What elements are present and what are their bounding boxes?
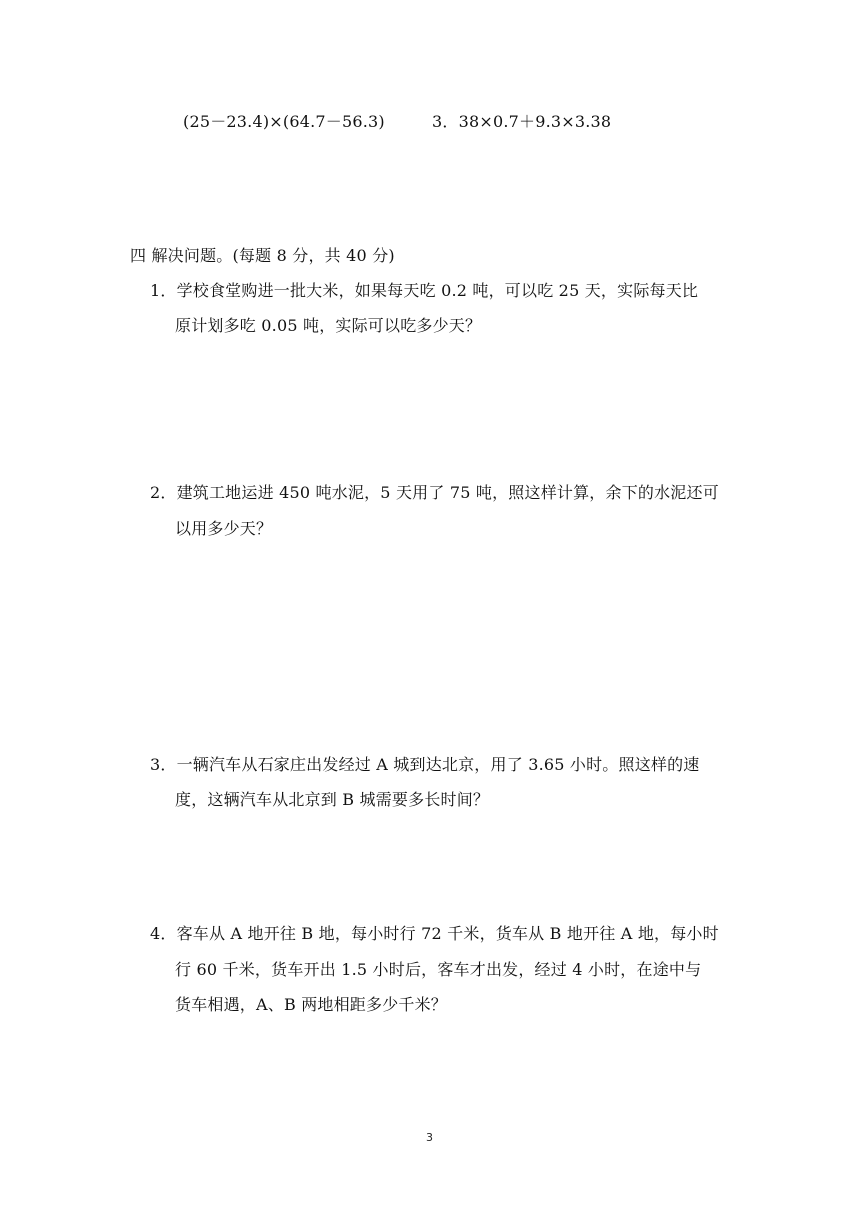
problem-4-line-3: 货车相遇，A、B 两地相距多少千米？ xyxy=(175,995,447,1014)
problem-2-line-2: 以用多少天？ xyxy=(175,519,273,538)
problem-1-line-2: 原计划多吃 0.05 吨，实际可以吃多少天？ xyxy=(175,316,482,335)
page-number: 3 xyxy=(426,1131,433,1144)
problem-3-line-1: 3．一辆汽车从石家庄出发经过 A 城到达北京，用了 3.65 小时。照这样的速 xyxy=(150,755,700,774)
problem-1-line-1: 1．学校食堂购进一批大米，如果每天吃 0.2 吨，可以吃 25 天，实际每天比 xyxy=(150,281,699,300)
problem-2-line-1: 2．建筑工地运进 450 吨水泥，5 天用了 75 吨，照这样计算，余下的水泥还可 xyxy=(150,483,719,502)
problem-4-line-2: 行 60 千米，货车开出 1.5 小时后，客车才出发，经过 4 小时，在途中与 xyxy=(175,960,702,979)
problem-3-line-2: 度，这辆汽车从北京到 B 城需要多长时间？ xyxy=(175,790,490,809)
section-title: 四 解决问题。(每题 8 分，共 40 分) xyxy=(130,246,395,265)
problem-4-line-1: 4．客车从 A 地开往 B 地，每小时行 72 千米，货车从 B 地开往 A 地，每小时 xyxy=(150,924,719,943)
expression-left: (25－23.4)×(64.7－56.3) xyxy=(183,112,385,131)
expression-right: 3．38×0.7＋9.3×3.38 xyxy=(432,112,612,131)
